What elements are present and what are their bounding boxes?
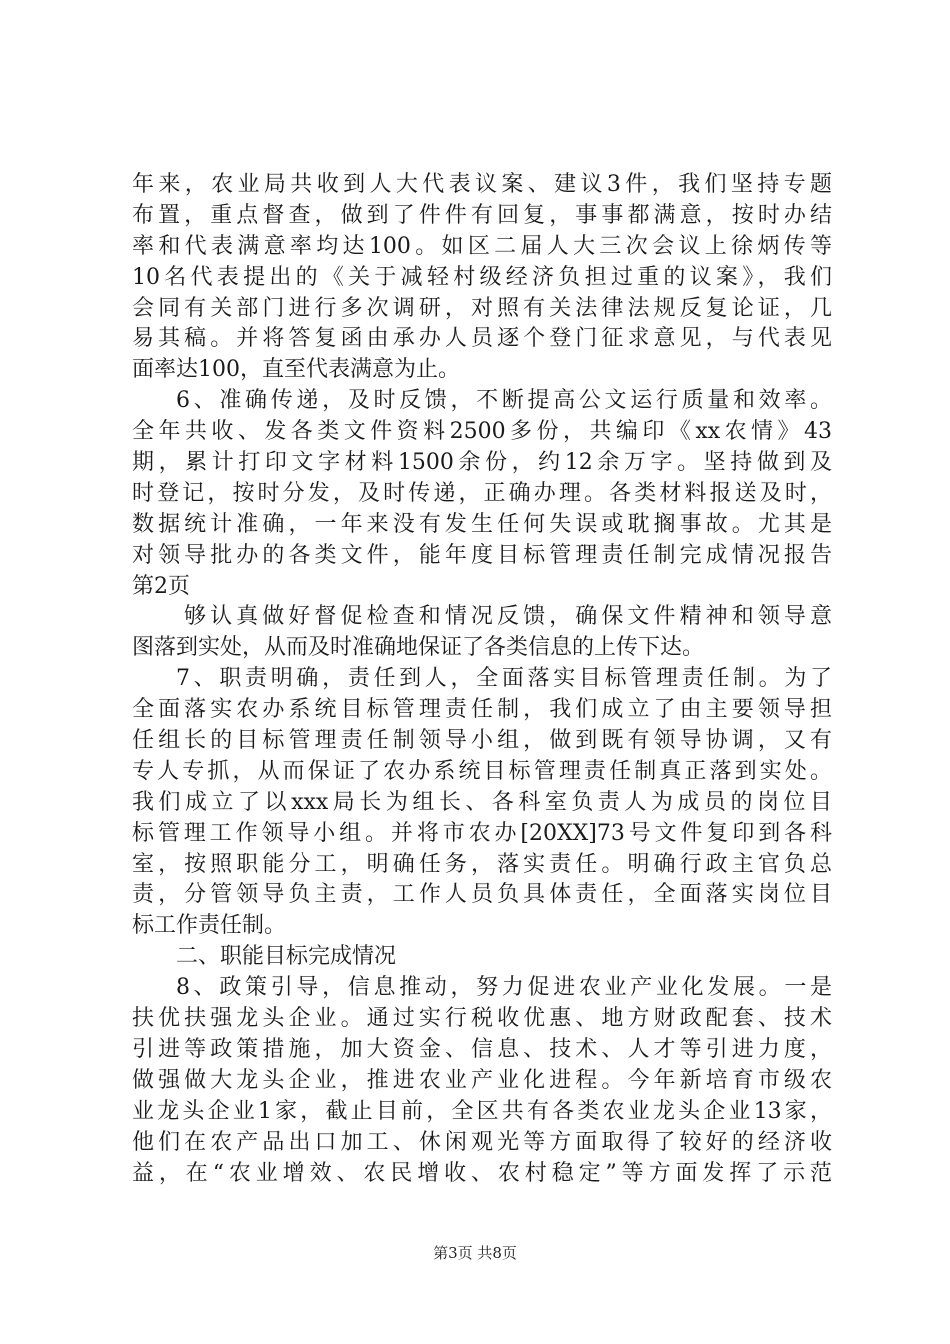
text-line: 面率达100，直至代表满意为止。 <box>132 357 460 383</box>
text-line: 我们成立了以xxx局长为组长、各科室负责人为成员的岗位目 <box>132 789 832 815</box>
section-heading: 二、职能目标完成情况 <box>176 944 397 970</box>
text-line: 易其稿。并将答复函由承办人员逐个登门征求意见，与代表见 <box>132 326 832 352</box>
text-line: 会同有关部门进行多次调研，对照有关法律法规反复论证，几 <box>132 295 832 321</box>
text-line: 他们在农产品出口加工、休闲观光等方面取得了较好的经济收 <box>132 1129 832 1155</box>
page-footer <box>0 1242 950 1263</box>
text-line: 对领导批办的各类文件，能年度目标管理责任制完成情况报告 <box>132 542 832 568</box>
text-line: 专人专抓，从而保证了农办系统目标管理责任制真正落到实处。 <box>132 758 832 784</box>
text-line: 做强做大龙头企业，推进农业产业化进程。今年新培育市级农 <box>132 1067 832 1093</box>
text-line: 标管理工作领导小组。并将市农办[20XX]73号文件复印到各科 <box>132 820 832 846</box>
paragraph-start-line: 6、准确传递，及时反馈，不断提高公文运行质量和效率。 <box>176 388 832 414</box>
page-break-label: 第2页 <box>132 573 190 599</box>
text-line: 责，分管领导负主责，工作人员负具体责任，全面落实岗位目 <box>132 882 832 908</box>
document-body <box>132 170 832 1189</box>
page-number: 第3页 共8页 <box>433 1244 517 1262</box>
text-line: 数据统计准确，一年来没有发生任何失误或耽搁事故。尤其是 <box>132 511 832 537</box>
text-line: 年来，农业局共收到人大代表议案、建议3件，我们坚持专题 <box>132 172 832 197</box>
text-line: 率和代表满意率均达100。如区二届人大三次会议上徐炳传等 <box>132 233 832 259</box>
text-line: 10名代表提出的《关于减轻村级经济负担过重的议案》，我们 <box>132 264 832 290</box>
text-line: 扶优扶强龙头企业。通过实行税收优惠、地方财政配套、技术 <box>132 1006 832 1032</box>
text-line: 引进等政策措施，加大资金、信息、技术、人才等引进力度， <box>132 1036 832 1062</box>
text-line: 室，按照职能分工，明确任务，落实责任。明确行政主官负总 <box>132 851 832 877</box>
text-line: 期，累计打印文字材料1500余份，约12余万字。坚持做到及 <box>132 450 832 476</box>
paragraph-start-line: 够认真做好督促检查和情况反馈，确保文件精神和领导意 <box>184 604 832 630</box>
text-line: 益，在“农业增效、农民增收、农村稳定”等方面发挥了示范 <box>132 1160 832 1186</box>
text-line: 时登记，按时分发，及时传递，正确办理。各类材料报送及时， <box>132 480 832 506</box>
text-line: 标工作责任制。 <box>132 913 287 939</box>
text-line: 业龙头企业1家，截止目前，全区共有各类农业龙头企业13家， <box>132 1098 832 1124</box>
text-line: 任组长的目标管理责任制领导小组，做到既有领导协调，又有 <box>132 728 832 754</box>
paragraph-start-line: 7、职责明确，责任到人，全面落实目标管理责任制。为了 <box>176 666 832 692</box>
text-line: 全年共收、发各类文件资料2500多份，共编印《xx农情》43 <box>132 419 832 445</box>
text-line: 图落到实处，从而及时准确地保证了各类信息的上传下达。 <box>132 635 705 661</box>
text-line: 布置，重点督查，做到了件件有回复，事事都满意，按时办结 <box>132 202 832 228</box>
text-line: 全面落实农办系统目标管理责任制，我们成立了由主要领导担 <box>132 697 832 723</box>
paragraph-start-line: 8、政策引导，信息推动，努力促进农业产业化发展。一是 <box>176 975 832 1001</box>
